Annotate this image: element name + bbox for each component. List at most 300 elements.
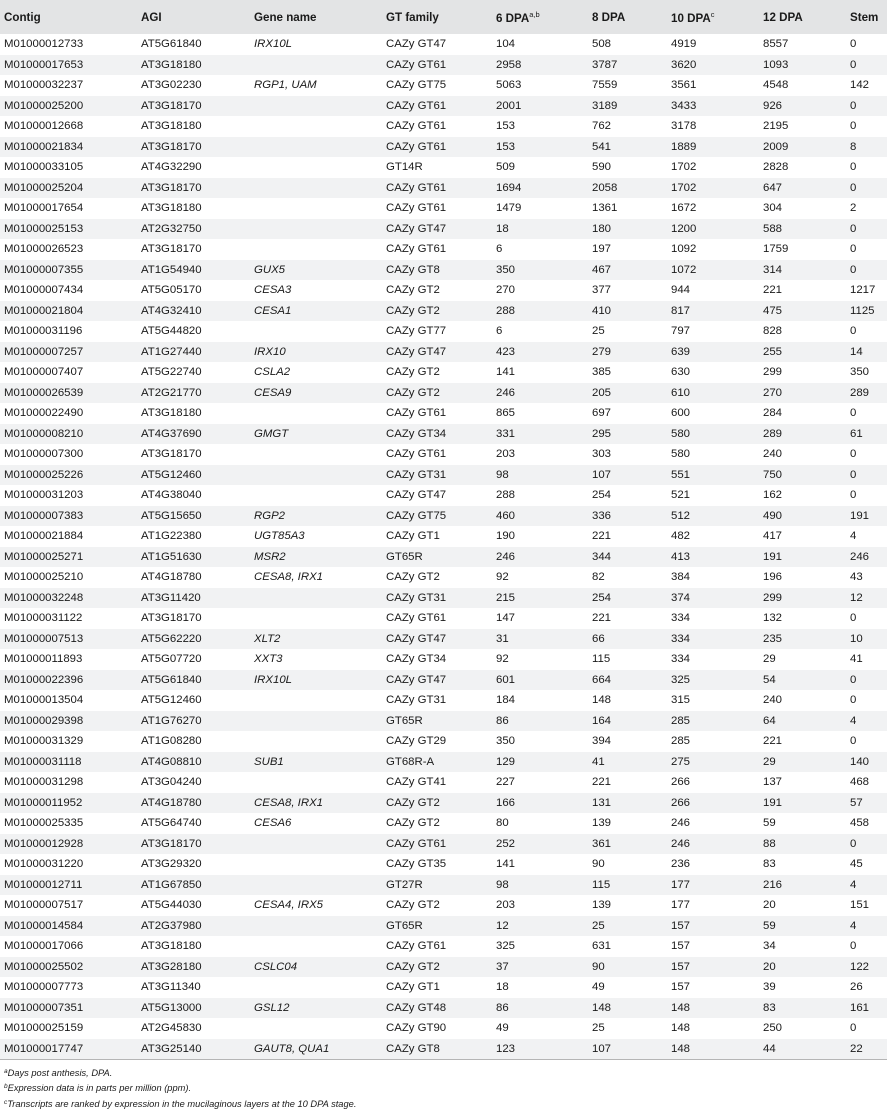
table-cell: 252 <box>496 837 516 850</box>
table-row <box>0 752 887 773</box>
table-cell: 0 <box>850 694 857 707</box>
table-cell: 817 <box>671 304 691 317</box>
table-cell: 227 <box>496 776 516 789</box>
table-cell: 631 <box>592 940 612 953</box>
table-cell: 107 <box>588 1039 667 1060</box>
table-cell: 115 <box>592 653 611 666</box>
table-cell <box>250 96 382 117</box>
table-cell: CAZy GT61 <box>386 58 447 71</box>
column-header <box>848 0 887 34</box>
table-cell: 295 <box>592 427 612 440</box>
table-cell: 460 <box>496 509 516 522</box>
table-cell: AT2G32750 <box>141 222 202 235</box>
footnote <box>4 1065 887 1080</box>
table-cell: 148 <box>671 1001 691 1014</box>
table-row <box>0 403 887 424</box>
table-cell: 926 <box>763 99 783 112</box>
table-cell: 61 <box>850 427 863 440</box>
table-cell: 289 <box>850 386 870 399</box>
table-row <box>0 916 887 937</box>
table-cell: M01000025159 <box>4 1022 84 1035</box>
table-cell: AT5G22740 <box>141 366 202 379</box>
table-cell: M01000012711 <box>4 878 83 891</box>
table-cell: CESA8, IRX1 <box>254 571 324 584</box>
table-cell: 235 <box>763 632 783 645</box>
table-cell <box>250 854 382 875</box>
table-cell: CAZy GT61 <box>386 181 447 194</box>
table-row <box>0 690 887 711</box>
table-cell: AT5G12460 <box>141 694 202 707</box>
table-cell: 490 <box>763 509 783 522</box>
table-cell <box>250 1018 382 1039</box>
table-cell: 54 <box>763 673 776 686</box>
table-cell: CAZy GT2 <box>386 366 440 379</box>
table-cell: M01000007351 <box>4 1001 84 1014</box>
table-cell: 331 <box>496 427 516 440</box>
table-cell: AT3G18170 <box>141 837 202 850</box>
table-cell: 762 <box>592 120 612 133</box>
table-cell: AT3G28180 <box>141 960 202 973</box>
table-cell: 521 <box>671 489 691 502</box>
table-cell: M01000025502 <box>4 960 84 973</box>
table-cell: 191 <box>763 550 783 563</box>
table-cell: 4 <box>850 878 857 891</box>
table-cell: AT3G18170 <box>141 181 202 194</box>
table-cell: M01000017654 <box>4 202 84 215</box>
table-cell: 1672 <box>671 202 697 215</box>
table-cell: GT68R-A <box>386 755 435 768</box>
table-cell: 132 <box>763 612 783 625</box>
table-cell <box>250 485 382 506</box>
table-cell <box>250 198 382 219</box>
table-cell: 270 <box>496 284 516 297</box>
table-cell: AT1G67850 <box>141 878 202 891</box>
table-cell: CAZy GT61 <box>386 612 447 625</box>
table-cell: 0 <box>850 489 857 502</box>
table-cell: 141 <box>496 366 516 379</box>
table-cell: 0 <box>850 99 857 112</box>
table-cell: 647 <box>763 181 783 194</box>
table-cell: 18 <box>496 981 509 994</box>
table-cell: CAZy GT47 <box>386 632 447 645</box>
table-cell: 377 <box>592 284 612 297</box>
table-cell: 122 <box>850 960 870 973</box>
table-row <box>0 465 887 486</box>
table-cell: IRX10L <box>254 38 292 51</box>
table-cell: CAZy GT2 <box>386 817 440 830</box>
table-cell: M01000032248 <box>4 591 84 604</box>
table-cell: 6 <box>496 243 503 256</box>
column-header-label: AGI <box>141 10 162 24</box>
table-cell: AT4G18780 <box>141 796 202 809</box>
table-cell: 0 <box>850 243 857 256</box>
table-cell: 246 <box>496 386 516 399</box>
table-row <box>0 608 887 629</box>
table-cell: M01000012733 <box>4 38 84 51</box>
table-cell: AT4G32290 <box>141 161 202 174</box>
table-cell: CAZy GT31 <box>386 468 447 481</box>
table-row <box>0 383 887 404</box>
table-cell: 2001 <box>496 99 522 112</box>
table-cell: 115 <box>592 878 611 891</box>
table-cell: 458 <box>850 817 870 830</box>
table-cell: XXT3 <box>254 653 283 666</box>
table-row <box>0 1039 887 1060</box>
table-cell: 0 <box>850 38 857 51</box>
table-cell: 18 <box>496 222 509 235</box>
table-cell: AT3G25140 <box>137 1039 250 1060</box>
table-cell: 26 <box>850 981 863 994</box>
table-cell: 664 <box>592 673 612 686</box>
table-cell: 196 <box>763 571 783 584</box>
table-cell: M01000007355 <box>4 263 84 276</box>
table-cell: 246 <box>850 550 870 563</box>
table-cell: 92 <box>496 653 509 666</box>
table-cell: 37 <box>496 960 509 973</box>
table-cell <box>250 936 382 957</box>
table-row <box>0 260 887 281</box>
table-header <box>0 0 887 34</box>
table-cell: CAZy GT47 <box>386 489 447 502</box>
table-cell: CAZy GT61 <box>386 120 447 133</box>
table-cell: 1759 <box>763 243 789 256</box>
table-cell: CAZy GT47 <box>386 673 447 686</box>
table-cell: AT5G62220 <box>141 632 202 645</box>
table-cell: CAZy GT34 <box>386 653 447 666</box>
table-cell: CAZy GT48 <box>386 1001 447 1014</box>
table-row <box>0 321 887 342</box>
table-cell: M01000025204 <box>4 181 84 194</box>
table-cell: AT5G12460 <box>141 468 202 481</box>
table-cell: AT2G37980 <box>141 919 202 932</box>
table-cell: 190 <box>496 530 516 543</box>
column-header <box>492 0 588 34</box>
table-cell: 137 <box>763 776 783 789</box>
table-cell: 601 <box>496 673 516 686</box>
table-cell: M01000026523 <box>4 243 84 256</box>
table-cell: 350 <box>850 366 870 379</box>
table-cell: 2009 <box>763 140 789 153</box>
table-cell: 191 <box>850 509 870 522</box>
table-row <box>0 96 887 117</box>
table-cell: 254 <box>592 489 612 502</box>
table-row <box>0 731 887 752</box>
table-cell: M01000031329 <box>4 735 84 748</box>
table-cell: 98 <box>496 878 509 891</box>
table-cell: 164 <box>592 714 612 727</box>
table-cell: 129 <box>496 755 516 768</box>
table-cell <box>250 731 382 752</box>
table-cell: 0 <box>850 325 857 338</box>
table-cell: 475 <box>763 304 783 317</box>
table-cell: CAZy GT31 <box>386 591 447 604</box>
table-cell: CAZy GT31 <box>386 694 447 707</box>
table-cell: 0 <box>850 407 857 420</box>
table-cell: 413 <box>671 550 691 563</box>
table-cell: 0 <box>850 1022 857 1035</box>
table-cell: 588 <box>763 222 783 235</box>
table-row <box>0 1018 887 1039</box>
table-cell: 221 <box>592 776 612 789</box>
table-cell: 270 <box>763 386 783 399</box>
table-cell: 203 <box>496 899 516 912</box>
table-row <box>0 998 887 1019</box>
table-cell: 123 <box>492 1039 588 1060</box>
table-cell: 157 <box>671 981 691 994</box>
table-cell: M01000007407 <box>4 366 84 379</box>
table-cell: 288 <box>496 304 516 317</box>
table-cell: 254 <box>592 591 612 604</box>
table-cell: AT3G18170 <box>141 140 202 153</box>
table-row <box>0 670 887 691</box>
table-cell: M01000025226 <box>4 468 84 481</box>
table-cell: 3433 <box>671 99 697 112</box>
table-cell: 304 <box>763 202 783 215</box>
table-cell: 25 <box>592 325 605 338</box>
table-cell: GUX5 <box>254 263 286 276</box>
table-cell: 34 <box>763 940 776 953</box>
table-cell: CAZy GT61 <box>386 940 447 953</box>
table-cell: 508 <box>592 38 612 51</box>
table-cell: M01000031122 <box>4 612 83 625</box>
table-cell: GT27R <box>386 878 423 891</box>
table-cell: 8 <box>850 140 857 153</box>
table-cell: GT65R <box>386 550 423 563</box>
table-cell: 151 <box>850 899 870 912</box>
table-cell: 180 <box>592 222 612 235</box>
table-cell: M01000007300 <box>4 448 84 461</box>
table-cell: 41 <box>592 755 605 768</box>
footnote <box>4 1096 887 1111</box>
table-row <box>0 588 887 609</box>
column-header <box>667 0 759 34</box>
table-cell: AT5G61840 <box>141 38 202 51</box>
table-cell: CESA1 <box>254 304 292 317</box>
table-cell: CSLC04 <box>254 960 298 973</box>
table-cell: CESA3 <box>254 284 292 297</box>
table-cell: 203 <box>496 448 516 461</box>
column-header-label: 8 DPA <box>592 10 626 24</box>
table-cell: 299 <box>763 591 783 604</box>
table-row <box>0 444 887 465</box>
table-row <box>0 198 887 219</box>
table-cell: AT4G38040 <box>141 489 202 502</box>
table-cell: M01000008210 <box>4 427 84 440</box>
table-cell: 10 <box>850 632 863 645</box>
table-cell: 157 <box>671 960 691 973</box>
table-row <box>0 301 887 322</box>
footnote-marker: c <box>4 1098 8 1106</box>
table-cell: XLT2 <box>254 632 281 645</box>
table-cell: 20 <box>763 960 776 973</box>
table-row <box>0 649 887 670</box>
table-cell: AT3G11420 <box>141 591 201 604</box>
table-cell <box>250 772 382 793</box>
table-cell: M01000031196 <box>4 325 83 338</box>
table-cell: 3787 <box>592 58 618 71</box>
footnote <box>4 1080 887 1095</box>
column-header-label: 12 DPA <box>763 10 803 24</box>
table-cell: AT3G02230 <box>141 79 202 92</box>
table-cell: 284 <box>763 407 783 420</box>
table-cell: CESA4, IRX5 <box>254 899 324 912</box>
table-cell: 1093 <box>763 58 789 71</box>
table-cell: 148 <box>592 1001 612 1014</box>
table-row <box>0 567 887 588</box>
table-cell <box>250 55 382 76</box>
table-cell: CAZy GT77 <box>386 325 447 338</box>
table-row <box>0 157 887 178</box>
table-cell: 157 <box>671 919 691 932</box>
table-cell: 1702 <box>671 161 697 174</box>
table-cell: 240 <box>763 448 783 461</box>
table-cell: 2195 <box>763 120 789 133</box>
column-header-label: Contig <box>4 10 41 24</box>
table-row <box>0 957 887 978</box>
table-cell: 12 <box>496 919 509 932</box>
table-cell: 697 <box>592 407 612 420</box>
table-cell: 541 <box>592 140 612 153</box>
table-cell: 0 <box>850 837 857 850</box>
table-cell: 797 <box>671 325 691 338</box>
table-cell: SUB1 <box>254 755 284 768</box>
table-cell: 299 <box>763 366 783 379</box>
table-cell: CAZy GT29 <box>386 735 447 748</box>
table-cell: 8557 <box>763 38 789 51</box>
table-cell: GAUT8, QUA1 <box>250 1039 382 1060</box>
table-cell: 4919 <box>671 38 697 51</box>
table-cell: 6 <box>496 325 503 338</box>
table-cell: CAZy GT2 <box>386 960 440 973</box>
table-row <box>0 875 887 896</box>
table-cell: CAZy GT2 <box>386 899 440 912</box>
table-cell: AT1G76270 <box>141 714 202 727</box>
table-row <box>0 424 887 445</box>
table-cell: 0 <box>850 161 857 174</box>
table-cell: M01000012928 <box>4 837 84 850</box>
table-cell: 83 <box>763 858 776 871</box>
table-cell: 25 <box>592 1022 605 1035</box>
table-cell: 417 <box>763 530 783 543</box>
table-row <box>0 793 887 814</box>
table-cell: 1072 <box>671 263 697 276</box>
table-cell: GT65R <box>386 919 423 932</box>
table-cell: 7559 <box>592 79 618 92</box>
table-cell: AT5G07720 <box>141 653 202 666</box>
table-cell: 384 <box>671 571 691 584</box>
table-cell: M01000011893 <box>4 653 83 666</box>
table-cell: 153 <box>496 140 516 153</box>
table-cell: M01000026539 <box>4 386 84 399</box>
table-row <box>0 854 887 875</box>
table-cell: AT4G08810 <box>141 755 202 768</box>
table-row <box>0 895 887 916</box>
table-cell <box>250 157 382 178</box>
table-cell: M01000017653 <box>4 58 84 71</box>
table-cell: RGP1, UAM <box>254 79 317 92</box>
table-cell: AT1G08280 <box>141 735 202 748</box>
table-row <box>0 936 887 957</box>
table-cell: M01000031220 <box>4 858 84 871</box>
table-cell: CAZy GT75 <box>386 79 447 92</box>
table-cell: M01000007257 <box>4 345 84 358</box>
table-cell: 0 <box>850 940 857 953</box>
table-cell: IRX10L <box>254 673 292 686</box>
footnote-marker: c <box>710 9 715 19</box>
table-cell: 394 <box>592 735 612 748</box>
table-cell: 865 <box>496 407 516 420</box>
table-cell: 14 <box>850 345 863 358</box>
table-cell: 1479 <box>496 202 522 215</box>
table-cell: 147 <box>496 612 516 625</box>
table-cell: 64 <box>763 714 776 727</box>
table-cell: 3620 <box>671 58 697 71</box>
table-cell: 20 <box>763 899 776 912</box>
table-cell <box>250 875 382 896</box>
table-row <box>0 55 887 76</box>
footnote-marker: a,b <box>529 9 540 19</box>
header-row <box>0 0 887 34</box>
table-cell: CAZy GT35 <box>386 858 447 871</box>
table-cell: 275 <box>671 755 691 768</box>
table-cell: 1217 <box>850 284 876 297</box>
table-cell: CAZy GT61 <box>386 99 447 112</box>
table-cell: CAZy GT61 <box>386 448 447 461</box>
table-cell: 44 <box>759 1039 848 1060</box>
table-cell: M01000017747 <box>0 1039 137 1060</box>
table-cell: 148 <box>671 1022 691 1035</box>
table-row <box>0 813 887 834</box>
table-cell: 191 <box>763 796 783 809</box>
table-cell: 131 <box>592 796 612 809</box>
table-row <box>0 342 887 363</box>
table-cell: AT3G18170 <box>141 243 202 256</box>
table-cell: 41 <box>850 653 863 666</box>
table-cell: 86 <box>496 1001 509 1014</box>
table-row <box>0 485 887 506</box>
table-row <box>0 834 887 855</box>
table-cell: 1092 <box>671 243 697 256</box>
table-cell: 482 <box>671 530 691 543</box>
column-header-label: 10 DPA <box>671 11 711 25</box>
table-cell: 374 <box>671 591 691 604</box>
table-cell: 221 <box>763 284 783 297</box>
table-cell: 314 <box>763 263 783 276</box>
table-row <box>0 137 887 158</box>
table-cell: 551 <box>671 468 691 481</box>
table-cell: AT3G18170 <box>141 99 202 112</box>
footnote-text: Expression data is in parts per million (ppm). <box>7 1083 192 1094</box>
table-cell: AT4G32410 <box>141 304 202 317</box>
table-cell: 246 <box>671 837 691 850</box>
table-cell: CAZy GT47 <box>386 38 447 51</box>
table-cell: 148 <box>667 1039 759 1060</box>
table-cell: 3561 <box>671 79 697 92</box>
table-cell: AT5G13000 <box>141 1001 202 1014</box>
table-cell: 385 <box>592 366 612 379</box>
table-cell: RGP2 <box>254 509 286 522</box>
table-cell: 1125 <box>850 304 875 317</box>
table-cell: 361 <box>592 837 612 850</box>
table-cell: 4548 <box>763 79 789 92</box>
table-cell: CAZy GT8 <box>382 1039 492 1060</box>
column-header <box>0 0 137 34</box>
table-cell: 184 <box>496 694 516 707</box>
table-cell: 0 <box>850 263 857 276</box>
table-cell <box>250 178 382 199</box>
table-cell: M01000025200 <box>4 99 84 112</box>
table-cell: M01000014584 <box>4 919 84 932</box>
